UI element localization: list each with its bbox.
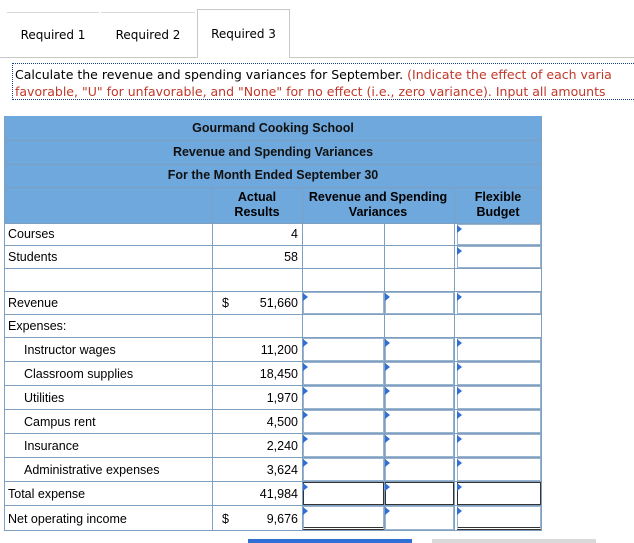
utilities-effect-select[interactable] [385,386,454,409]
row-label-net-operating-income: Net operating income [8,512,127,526]
actual-courses: 4 [291,227,298,241]
flexible-total-input[interactable] [457,482,541,505]
actual-students: 58 [284,250,298,264]
actual-net-operating-income: 9,676 [266,512,298,526]
instruction-note-1: (Indicate the effect of each varia [403,67,612,82]
flexible-utilities-input[interactable] [457,386,541,409]
insurance-variance-input[interactable] [303,434,384,457]
header-line: Flexible [474,190,522,204]
input-marker-icon [385,293,390,301]
input-marker-icon [457,459,462,467]
navigation-button[interactable] [432,539,596,543]
actual-revenue: 51,660 [259,296,298,310]
input-marker-icon [385,363,390,371]
variance-table [4,116,542,531]
currency-sign: $ [222,512,229,526]
revenue-variance-effect-select[interactable] [385,292,454,314]
grid-line [212,188,213,531]
header-line: Budget [476,205,520,219]
report-period: For the Month Ended September 30 [167,168,379,182]
input-marker-icon [385,459,390,467]
actual-results-header [212,190,302,220]
tab-divider [0,57,197,58]
divider [4,164,542,165]
actual-campus-rent: 4,500 [266,415,298,429]
input-marker-icon [385,411,390,419]
input-marker-icon [457,363,462,371]
divider [4,140,542,141]
actual-total-expense: 41,984 [259,487,298,501]
flexible-rent-input[interactable] [457,410,541,433]
tab-divider [290,57,634,58]
grid-line [541,116,542,531]
row-label-revenue: Revenue [8,296,59,310]
input-marker-icon [385,387,390,395]
instructor-effect-select[interactable] [385,338,454,361]
input-marker-icon [457,247,462,255]
company-name: Gourmand Cooking School [192,121,354,135]
input-marker-icon [457,387,462,395]
utilities-variance-input[interactable] [303,386,384,409]
tab-required-1[interactable]: Required 1 [7,12,99,56]
row-label-campus-rent: Campus rent [24,415,96,429]
grid-line [4,116,5,531]
row-label-total-expense: Total expense [8,487,86,501]
tab-bar [0,0,634,58]
noi-variance-input[interactable] [303,506,384,530]
flexible-courses-input[interactable] [457,224,541,245]
divider [4,187,542,188]
rent-effect-select[interactable] [385,410,454,433]
tab-required-2[interactable]: Required 2 [101,12,195,56]
classroom-variance-input[interactable] [303,362,384,385]
grid-line [454,188,455,531]
input-marker-icon [303,339,308,347]
navigation-button[interactable] [248,539,412,543]
flexible-insurance-input[interactable] [457,434,541,457]
header-line: Variances [348,205,408,219]
input-marker-icon [457,339,462,347]
noi-effect-select[interactable] [385,506,454,530]
header-line: Revenue and Spending [308,190,448,204]
input-marker-icon [385,435,390,443]
report-title: Revenue and Spending Variances [172,145,374,159]
instruction-text [12,63,634,100]
instruction-note-2: favorable, "U" for unfavorable, and "None" for no effect (i.e., zero variance). Input all amounts [15,84,606,99]
input-marker-icon [385,507,390,515]
row-label-administrative-expenses: Administrative expenses [24,463,160,477]
flexible-classroom-input[interactable] [457,362,541,385]
input-marker-icon [457,435,462,443]
input-marker-icon [303,387,308,395]
input-marker-icon [457,483,462,491]
input-marker-icon [457,293,462,301]
row-label-classroom-supplies: Classroom supplies [24,367,134,381]
variance-header [302,190,454,220]
input-marker-icon [303,483,308,491]
flexible-noi-input[interactable] [457,506,541,530]
total-effect-select[interactable] [385,482,454,505]
actual-utilities: 1,970 [266,391,298,405]
input-marker-icon [457,411,462,419]
header-line: Results [234,205,280,219]
input-marker-icon [303,435,308,443]
input-marker-icon [303,411,308,419]
flexible-revenue-input[interactable] [457,292,541,314]
row-label-insurance: Insurance [24,439,79,453]
flexible-budget-header [454,190,542,220]
rent-variance-input[interactable] [303,410,384,433]
insurance-effect-select[interactable] [385,434,454,457]
tab-required-3[interactable]: Required 3 [197,9,290,58]
input-marker-icon [303,293,308,301]
input-marker-icon [385,483,390,491]
row-label-expenses: Expenses: [8,319,67,333]
input-marker-icon [457,225,462,233]
currency-sign: $ [222,296,229,310]
divider [4,268,542,269]
row-label-instructor-wages: Instructor wages [24,343,116,357]
instruction-main: Calculate the revenue and spending variances for September. [15,67,404,82]
flexible-admin-input[interactable] [457,458,541,481]
row-label-courses: Courses [8,227,55,241]
row-label-students: Students [8,250,58,264]
input-marker-icon [303,459,308,467]
input-marker-icon [385,339,390,347]
header-line: Actual [237,190,277,204]
flexible-instructor-input[interactable] [457,338,541,361]
admin-effect-select[interactable] [385,458,454,481]
actual-insurance: 2,240 [266,439,298,453]
classroom-effect-select[interactable] [385,362,454,385]
admin-variance-input[interactable] [303,458,384,481]
input-marker-icon [457,507,462,515]
input-marker-icon [303,507,308,515]
divider [4,314,542,315]
actual-instructor-wages: 11,200 [260,343,298,357]
flexible-students-input[interactable] [457,246,541,268]
total-variance-input[interactable] [303,482,384,505]
instructor-variance-input[interactable] [303,338,384,361]
actual-administrative-expenses: 3,624 [266,463,298,477]
row-label-utilities: Utilities [24,391,65,405]
divider [4,530,542,531]
actual-classroom-supplies: 18,450 [259,367,298,381]
revenue-variance-input[interactable] [303,292,384,314]
input-marker-icon [303,363,308,371]
